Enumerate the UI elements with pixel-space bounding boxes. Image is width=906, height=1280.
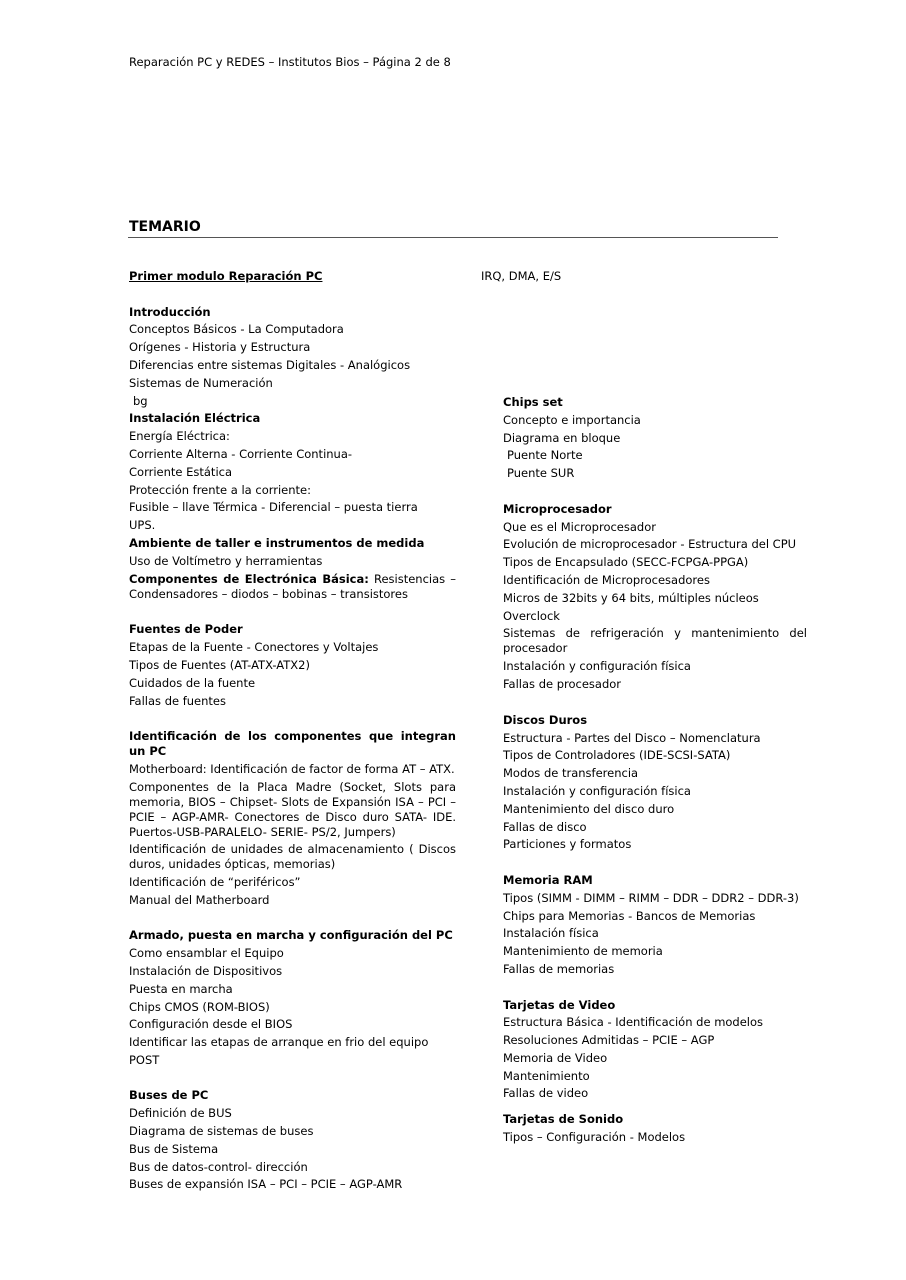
section-heading-workshop: Ambiente de taller e instrumentos de medida xyxy=(129,535,425,550)
section-heading-power: Fuentes de Poder xyxy=(129,622,243,637)
list-item: Puente SUR xyxy=(507,466,575,481)
list-item: Mantenimiento de memoria xyxy=(503,944,663,959)
list-item: Motherboard: Identificación de factor de forma AT – ATX. xyxy=(129,762,455,777)
list-item: Protección frente a la corriente: xyxy=(129,482,312,497)
list-item: Manual del Matherboard xyxy=(129,892,270,907)
section-heading-intro: Introducción xyxy=(129,304,211,319)
page-title: TEMARIO xyxy=(129,219,201,235)
list-item: Memoria de Video xyxy=(503,1050,608,1065)
list-item: Fallas de memorias xyxy=(503,961,615,976)
section-heading-components: Identificación de los componentes que integran un PC xyxy=(129,729,456,759)
list-item: Corriente Alterna - Corriente Continua- xyxy=(129,446,353,461)
list-item: Identificación de unidades de almacenamiento ( Discos duros, unidades ópticas, memorias) xyxy=(129,841,456,871)
list-item: Instalación y configuración física xyxy=(503,783,691,798)
list-item: Definición de BUS xyxy=(129,1106,232,1121)
list-item: Como ensamblar el Equipo xyxy=(129,946,284,961)
list-item: Tipos de Controladores (IDE-SCSI-SATA) xyxy=(503,748,731,763)
list-item: Fallas de disco xyxy=(503,819,587,834)
list-item: Resoluciones Admitidas – PCIE – AGP xyxy=(503,1033,715,1048)
list-item: Identificación de “periféricos” xyxy=(129,874,301,889)
list-item: Conceptos Básicos - La Computadora xyxy=(129,322,344,337)
list-item: Configuración desde el BIOS xyxy=(129,1017,293,1032)
list-item: Sistemas de Numeración xyxy=(129,375,273,390)
list-item: Puente Norte xyxy=(507,448,583,463)
list-item: Sistemas de refrigeración y mantenimiento del procesador xyxy=(503,626,807,656)
list-item: Tipos – Configuración - Modelos xyxy=(503,1130,686,1145)
list-item: Tipos (SIMM - DIMM – RIMM – DDR – DDR2 – DDR-3) xyxy=(503,890,799,905)
right-column xyxy=(503,394,807,1147)
list-item: Fallas de video xyxy=(503,1086,589,1101)
list-item: Corriente Estática xyxy=(129,464,233,479)
list-item: Estructura Básica - Identificación de modelos xyxy=(503,1015,764,1030)
list-item: Concepto e importancia xyxy=(503,412,641,427)
list-item: Mantenimiento xyxy=(503,1068,590,1083)
list-item: Cuidados de la fuente xyxy=(129,675,256,690)
list-item: Modos de transferencia xyxy=(503,766,639,781)
section-heading-chipset: Chips set xyxy=(503,395,563,409)
list-item: Micros de 32bits y 64 bits, múltiples núcleos xyxy=(503,590,759,605)
list-item: Diferencias entre sistemas Digitales - Analógicos xyxy=(129,357,411,372)
section-heading-sound: Tarjetas de Sonido xyxy=(503,1112,624,1127)
list-item: Uso de Voltímetro y herramientas xyxy=(129,553,323,568)
list-item: Estructura - Partes del Disco – Nomenclatura xyxy=(503,730,761,745)
title-divider xyxy=(128,237,778,238)
section-heading-buses: Buses de PC xyxy=(129,1088,209,1103)
section-heading-electronics: Componentes de Electrónica Básica: xyxy=(129,571,369,586)
list-item: Fallas de procesador xyxy=(503,677,622,692)
list-item: Identificar las etapas de arranque en frio del equipo POST xyxy=(129,1035,429,1067)
list-item: Bus de Sistema xyxy=(129,1141,219,1156)
section-heading-video: Tarjetas de Video xyxy=(503,997,616,1012)
list-item: Diagrama de sistemas de buses xyxy=(129,1124,314,1139)
list-item: Tipos de Fuentes (AT-ATX-ATX2) xyxy=(129,657,310,672)
list-item: Identificación de Microprocesadores xyxy=(503,572,710,587)
irq-dma-line: IRQ, DMA, E/S xyxy=(481,269,562,283)
section-heading-ram: Memoria RAM xyxy=(503,872,593,887)
list-item: Mantenimiento del disco duro xyxy=(503,801,675,816)
list-item: Componentes de la Placa Madre (Socket, Slots para memoria, BIOS – Chipset- Slots de Expansión ISA – PCI – PCIE – AGP-AMR- Conectores de Disco duro SATA- IDE. Puertos-USB-PARALELO- SERIE- PS/2, Jumpers) xyxy=(129,779,456,839)
list-item: Puesta en marcha xyxy=(129,981,233,996)
left-column xyxy=(129,268,456,1194)
top-right-text xyxy=(481,268,681,286)
section-heading-electric: Instalación Eléctrica xyxy=(129,411,261,426)
list-item: Orígenes - Historia y Estructura xyxy=(129,340,311,355)
list-item: Chips CMOS (ROM-BIOS) xyxy=(129,999,270,1014)
section-heading-cpu: Microprocesador xyxy=(503,501,612,516)
page-header: Reparación PC y REDES – Institutos Bios – Página 2 de 8 xyxy=(129,55,451,69)
list-item: Instalación de Dispositivos xyxy=(129,963,283,978)
section-heading-assembly: Armado, puesta en marcha y configuración del PC xyxy=(129,928,453,943)
list-item: Fallas de fuentes xyxy=(129,693,226,708)
list-item: Etapas de la Fuente - Conectores y Voltajes xyxy=(129,640,379,655)
list-item: Overclock xyxy=(503,608,560,623)
section-heading-disks: Discos Duros xyxy=(503,712,588,727)
list-item: Buses de expansión ISA – PCI – PCIE – AGP-AMR xyxy=(129,1177,403,1192)
electronics-paragraph xyxy=(129,572,456,602)
list-item: Diagrama en bloque xyxy=(503,430,621,445)
list-item: Tipos de Encapsulado (SECC-FCPGA-PPGA) xyxy=(503,555,749,570)
list-item: Que es el Microprocesador xyxy=(503,519,656,534)
list-item: Energía Eléctrica: xyxy=(129,429,230,444)
list-item: UPS. xyxy=(129,518,156,533)
list-item: bg xyxy=(133,393,148,408)
list-item: Instalación y configuración física xyxy=(503,659,691,674)
list-item: Particiones y formatos xyxy=(503,837,632,852)
list-item: Instalación física xyxy=(503,926,599,941)
list-item: Fusible – llave Térmica - Diferencial – puesta tierra xyxy=(129,500,418,515)
module-title: Primer modulo Reparación PC xyxy=(129,269,323,283)
list-item: Evolución de microprocesador - Estructura del CPU xyxy=(503,537,797,552)
list-item: Chips para Memorias - Bancos de Memorias xyxy=(503,908,756,923)
list-item: Bus de datos-control- dirección xyxy=(129,1159,308,1174)
electronics-text: Resistencias – Condensadores – diodos – bobinas – transistores xyxy=(129,571,457,601)
